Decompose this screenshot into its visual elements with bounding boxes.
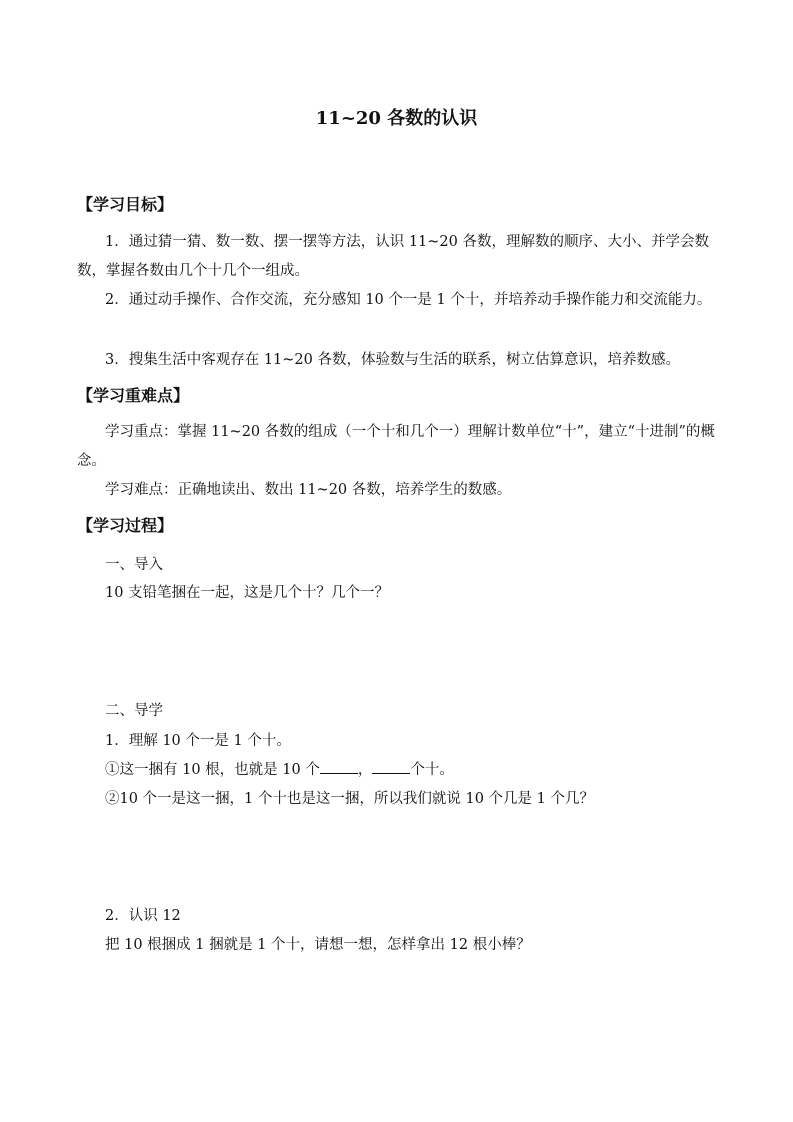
key-point-item-2-text: 学习难点：正确地读出、数出 11~20 各数，培养学生的数感。: [105, 482, 512, 498]
item1-q1-part-a: ①这一捆有 10 根，也就是 10 个: [105, 762, 320, 778]
guide-title: 二、导学: [105, 703, 163, 719]
item1-title: 1．理解 10 个一是 1 个十。: [105, 733, 291, 749]
key-points-heading: 【学习重难点】: [77, 386, 190, 405]
objective-item-2-text: 2．通过动手操作、合作交流，充分感知 10 个一是 1 个十，并培养动手操作能力和交流能力。: [105, 292, 712, 308]
item2-text: 把 10 根捆成 1 捆就是 1 个十，请想一想，怎样拿出 12 根小棒？: [105, 937, 531, 953]
objective-item-2: [77, 286, 727, 315]
objective-item-1-text: 1．通过猜一猜、数一数、摆一摆等方法，认识 11~20 各数，理解数的顺序、大小、并学会数数，掌握各数由几个十几个一组成。: [77, 234, 709, 279]
key-point-item-2: [77, 476, 727, 505]
item1-q1-part-c: 个十。: [410, 762, 454, 778]
key-point-item-1: [77, 418, 727, 476]
process-heading: 【学习过程】: [77, 516, 174, 535]
item2-title: 2．认识 12: [105, 908, 181, 924]
answer-blank-1[interactable]: [320, 759, 358, 774]
objectives-heading: 【学习目标】: [77, 195, 174, 214]
key-point-item-1-text: 学习重点：掌握 11~20 各数的组成（一个十和几个一）理解计数单位“十”，建立“十进制”的概念。: [77, 424, 715, 469]
item1-question-2: ②10 个一是这一捆，1 个十也是这一捆，所以我们就说 10 个几是 1 个几？: [105, 791, 595, 807]
answer-blank-2[interactable]: [372, 759, 410, 774]
intro-title: 一、导入: [105, 557, 163, 573]
objective-item-3-text: 3．搜集生活中客观存在 11~20 各数，体验数与生活的联系，树立估算意识，培养数感。: [105, 352, 680, 368]
page-title: 11~20 各数的认识: [315, 108, 478, 129]
item1-question-1: [105, 758, 454, 779]
objective-item-3: [77, 346, 727, 375]
objective-item-1: [77, 228, 727, 286]
item1-q1-part-b: ，: [357, 762, 373, 778]
intro-text: 10 支铅笔捆在一起，这是几个十？几个一？: [105, 585, 390, 601]
